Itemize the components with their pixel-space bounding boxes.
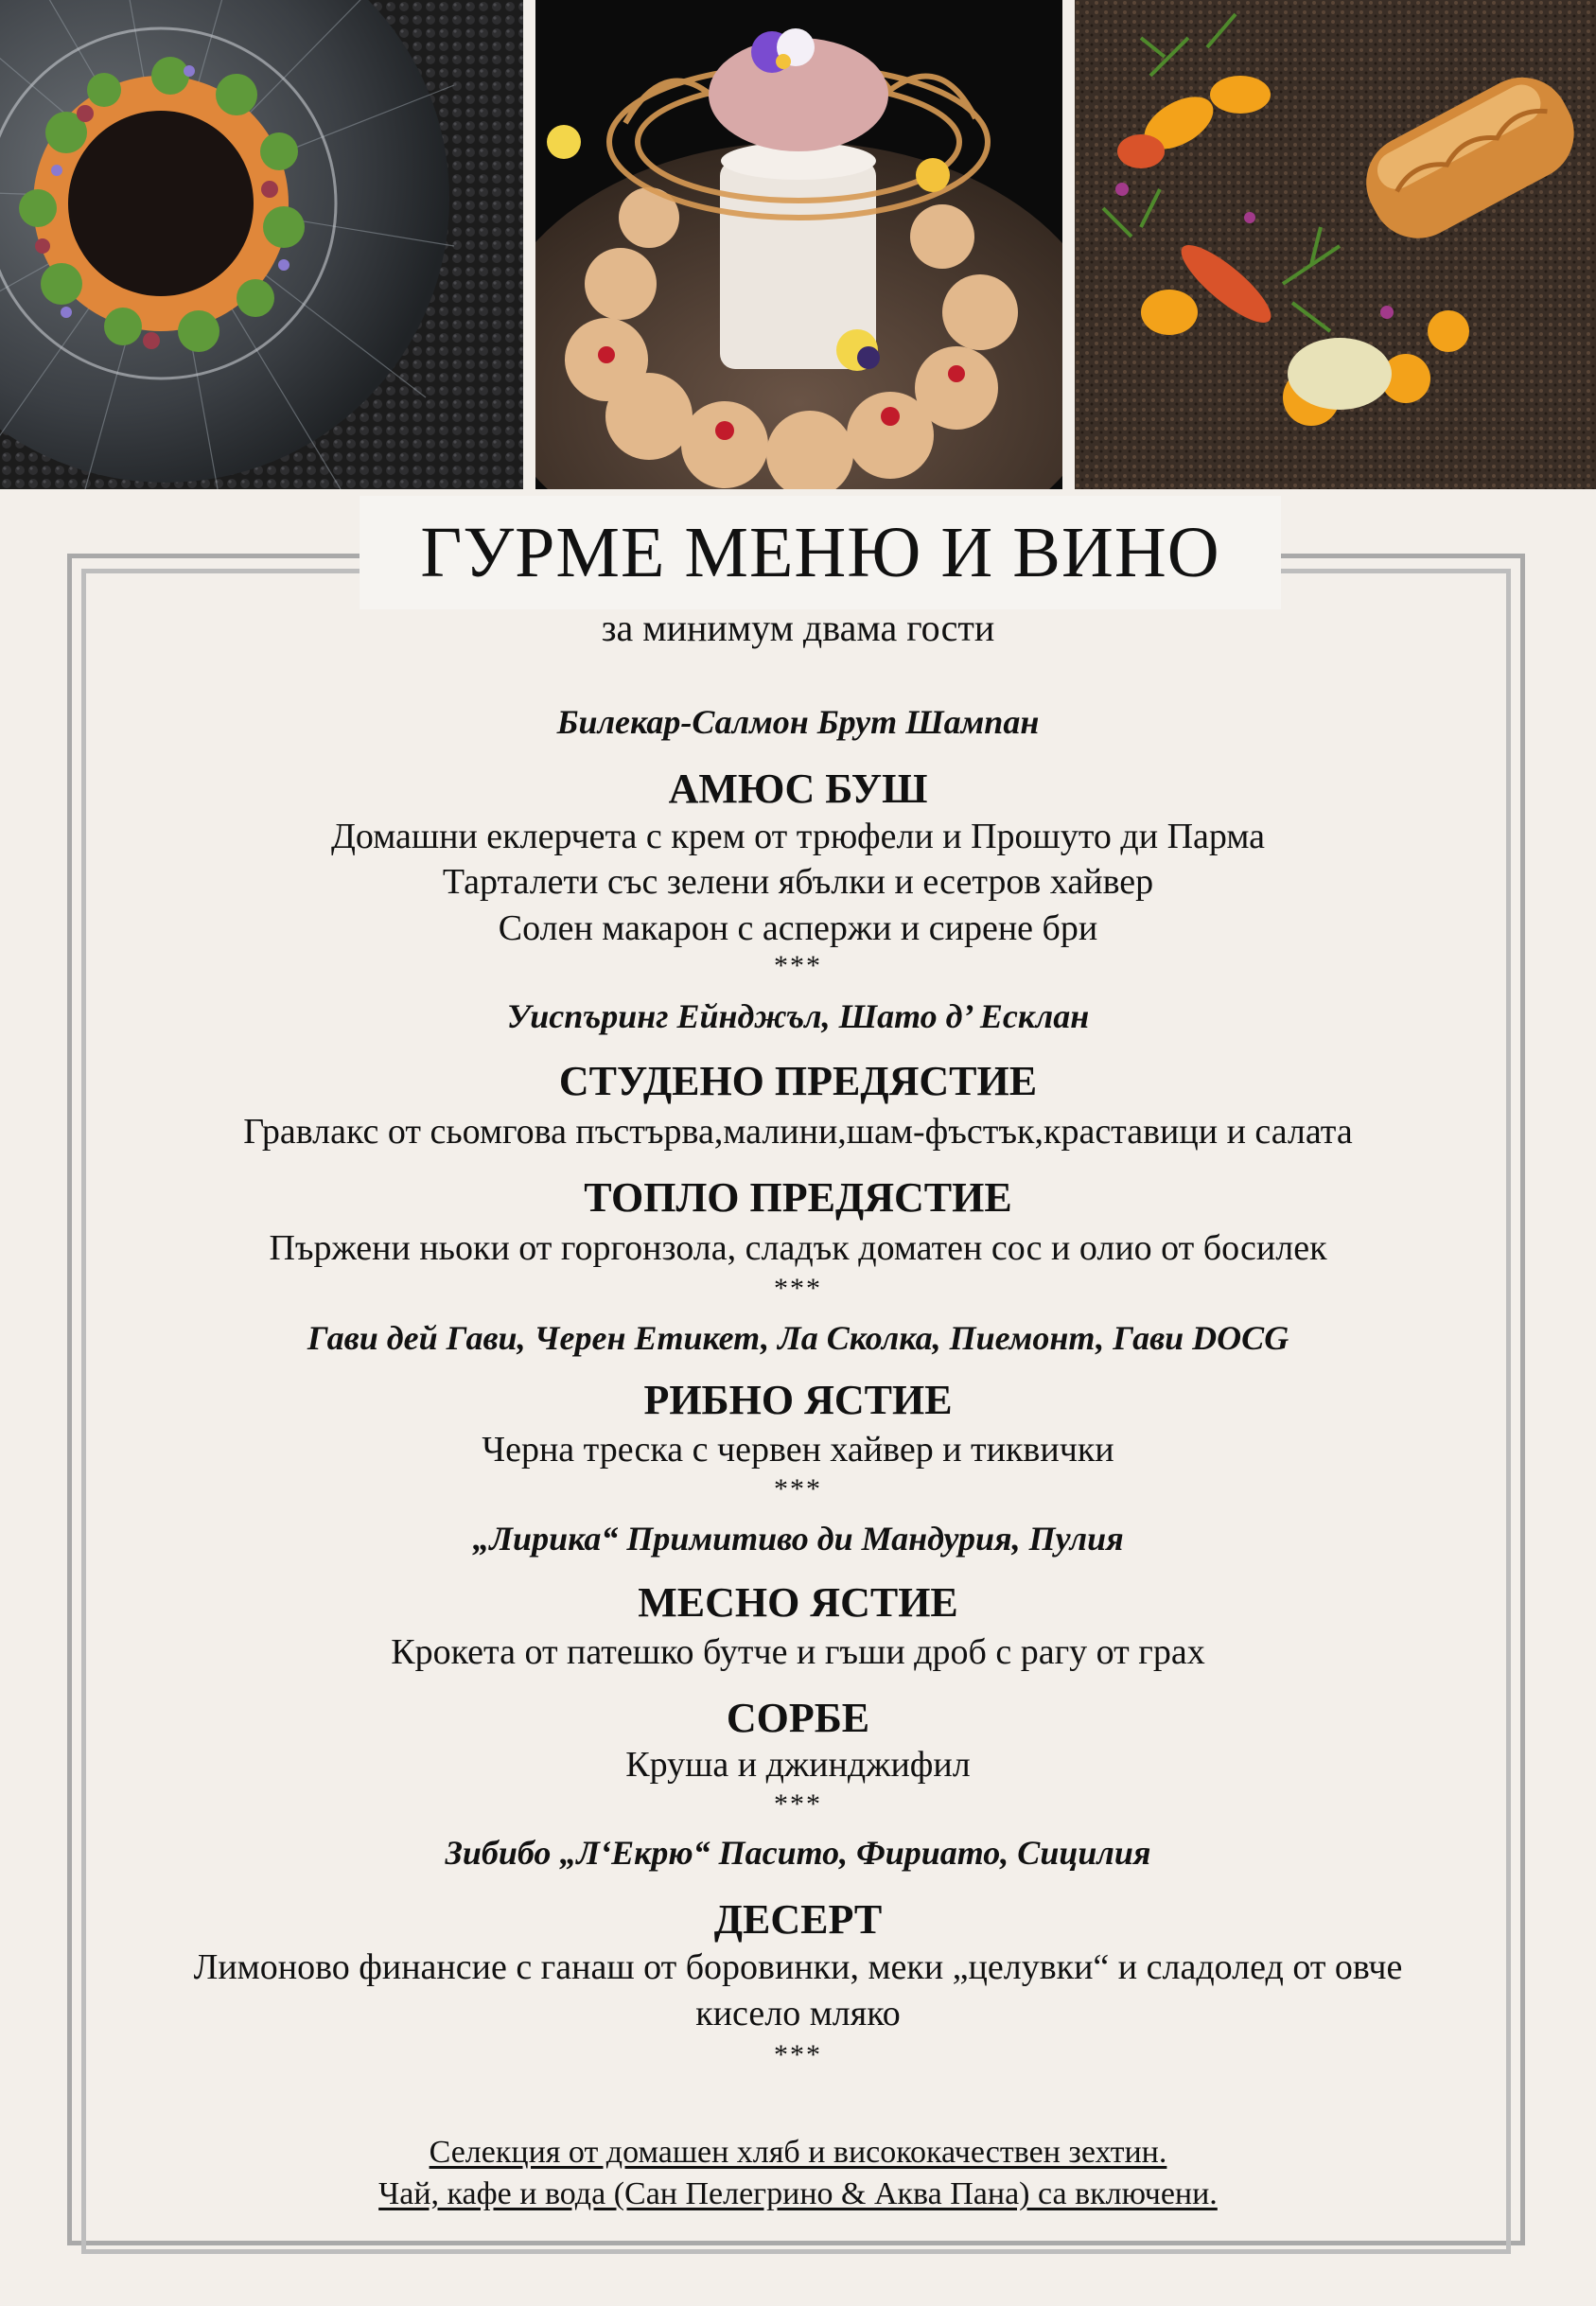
dish-dessert-line-1: Лимоново финансие с ганаш от боровинки, меки „целувки“ и сладолед от овче <box>193 1947 1403 1987</box>
plated-dish-photo <box>0 0 523 489</box>
course-heading-warm: ТОПЛО ПРЕДЯСТИЕ <box>584 1174 1012 1221</box>
course-heading-sorbet: СОРБЕ <box>726 1695 870 1741</box>
menu-subtitle: за минимум двама гости <box>601 607 995 649</box>
dish-amuse-3: Солен макарон с аспержи и сирене бри <box>498 908 1098 948</box>
separator-stars: *** <box>774 1273 822 1304</box>
wine-pairing-4: „Лирика“ Примитиво ди Мандурия, Пулия <box>472 1520 1124 1558</box>
title-box <box>360 496 1281 609</box>
separator-stars: *** <box>774 1473 822 1505</box>
dish-amuse-1: Домашни еклерчета с крем от трюфели и Прошуто ди Парма <box>331 817 1265 856</box>
separator-stars: *** <box>774 1788 822 1820</box>
dish-warm: Пържени ньоки от горгонзола, сладък доматен сос и олио от босилек <box>269 1228 1327 1268</box>
menu-title: ГУРМЕ МЕНЮ И ВИНО <box>420 512 1220 592</box>
separator-stars: *** <box>774 950 822 981</box>
wine-pairing-welcome: Билекар-Салмон Брут Шампан <box>556 703 1040 741</box>
dish-fish: Черна треска с червен хайвер и тиквички <box>482 1430 1114 1470</box>
course-heading-meat: МЕСНО ЯСТИЕ <box>638 1579 958 1626</box>
wine-pairing-2: Уиспъринг Ейнджъл, Шато д’ Есклан <box>506 997 1090 1035</box>
course-heading-fish: РИБНО ЯСТИЕ <box>643 1377 953 1423</box>
course-heading-cold: СТУДЕНО ПРЕДЯСТИЕ <box>558 1058 1038 1104</box>
dish-sorbet: Круша и джинджифил <box>625 1745 971 1785</box>
course-heading-dessert: ДЕСЕРТ <box>713 1896 883 1943</box>
dish-amuse-2: Тарталети със зелени ябълки и есетров хайвер <box>442 862 1154 902</box>
dessert-photo <box>535 0 1062 489</box>
separator-stars: *** <box>774 2039 822 2070</box>
wine-pairing-3: Гави дей Гави, Черен Етикет, Ла Сколка, Пиемонт, Гави DOCG <box>307 1319 1289 1357</box>
wine-pairing-5: Зибибо „Л‘Екрю“ Пасито, Фириато, Сицилия <box>445 1834 1151 1872</box>
course-heading-amuse: АМЮС БУШ <box>668 766 928 812</box>
dish-meat: Крокета от патешко бутче и гъши дроб с рагу от грах <box>391 1632 1205 1672</box>
photo-strip <box>0 0 1596 492</box>
footer-note-bread: Селекция от домашен хляб и висококачествен зехтин. <box>429 2135 1167 2170</box>
footer-note-drinks: Чай, кафе и вода (Сан Пелегрино & Аква Пана) са включени. <box>378 2176 1218 2211</box>
dish-dessert-line-2: кисело мляко <box>695 1994 901 2033</box>
dish-cold: Гравлакс от сьомгова пъстърва,малини,шам-фъстък,краставици и салата <box>243 1112 1353 1152</box>
main-course-photo <box>1075 0 1596 489</box>
